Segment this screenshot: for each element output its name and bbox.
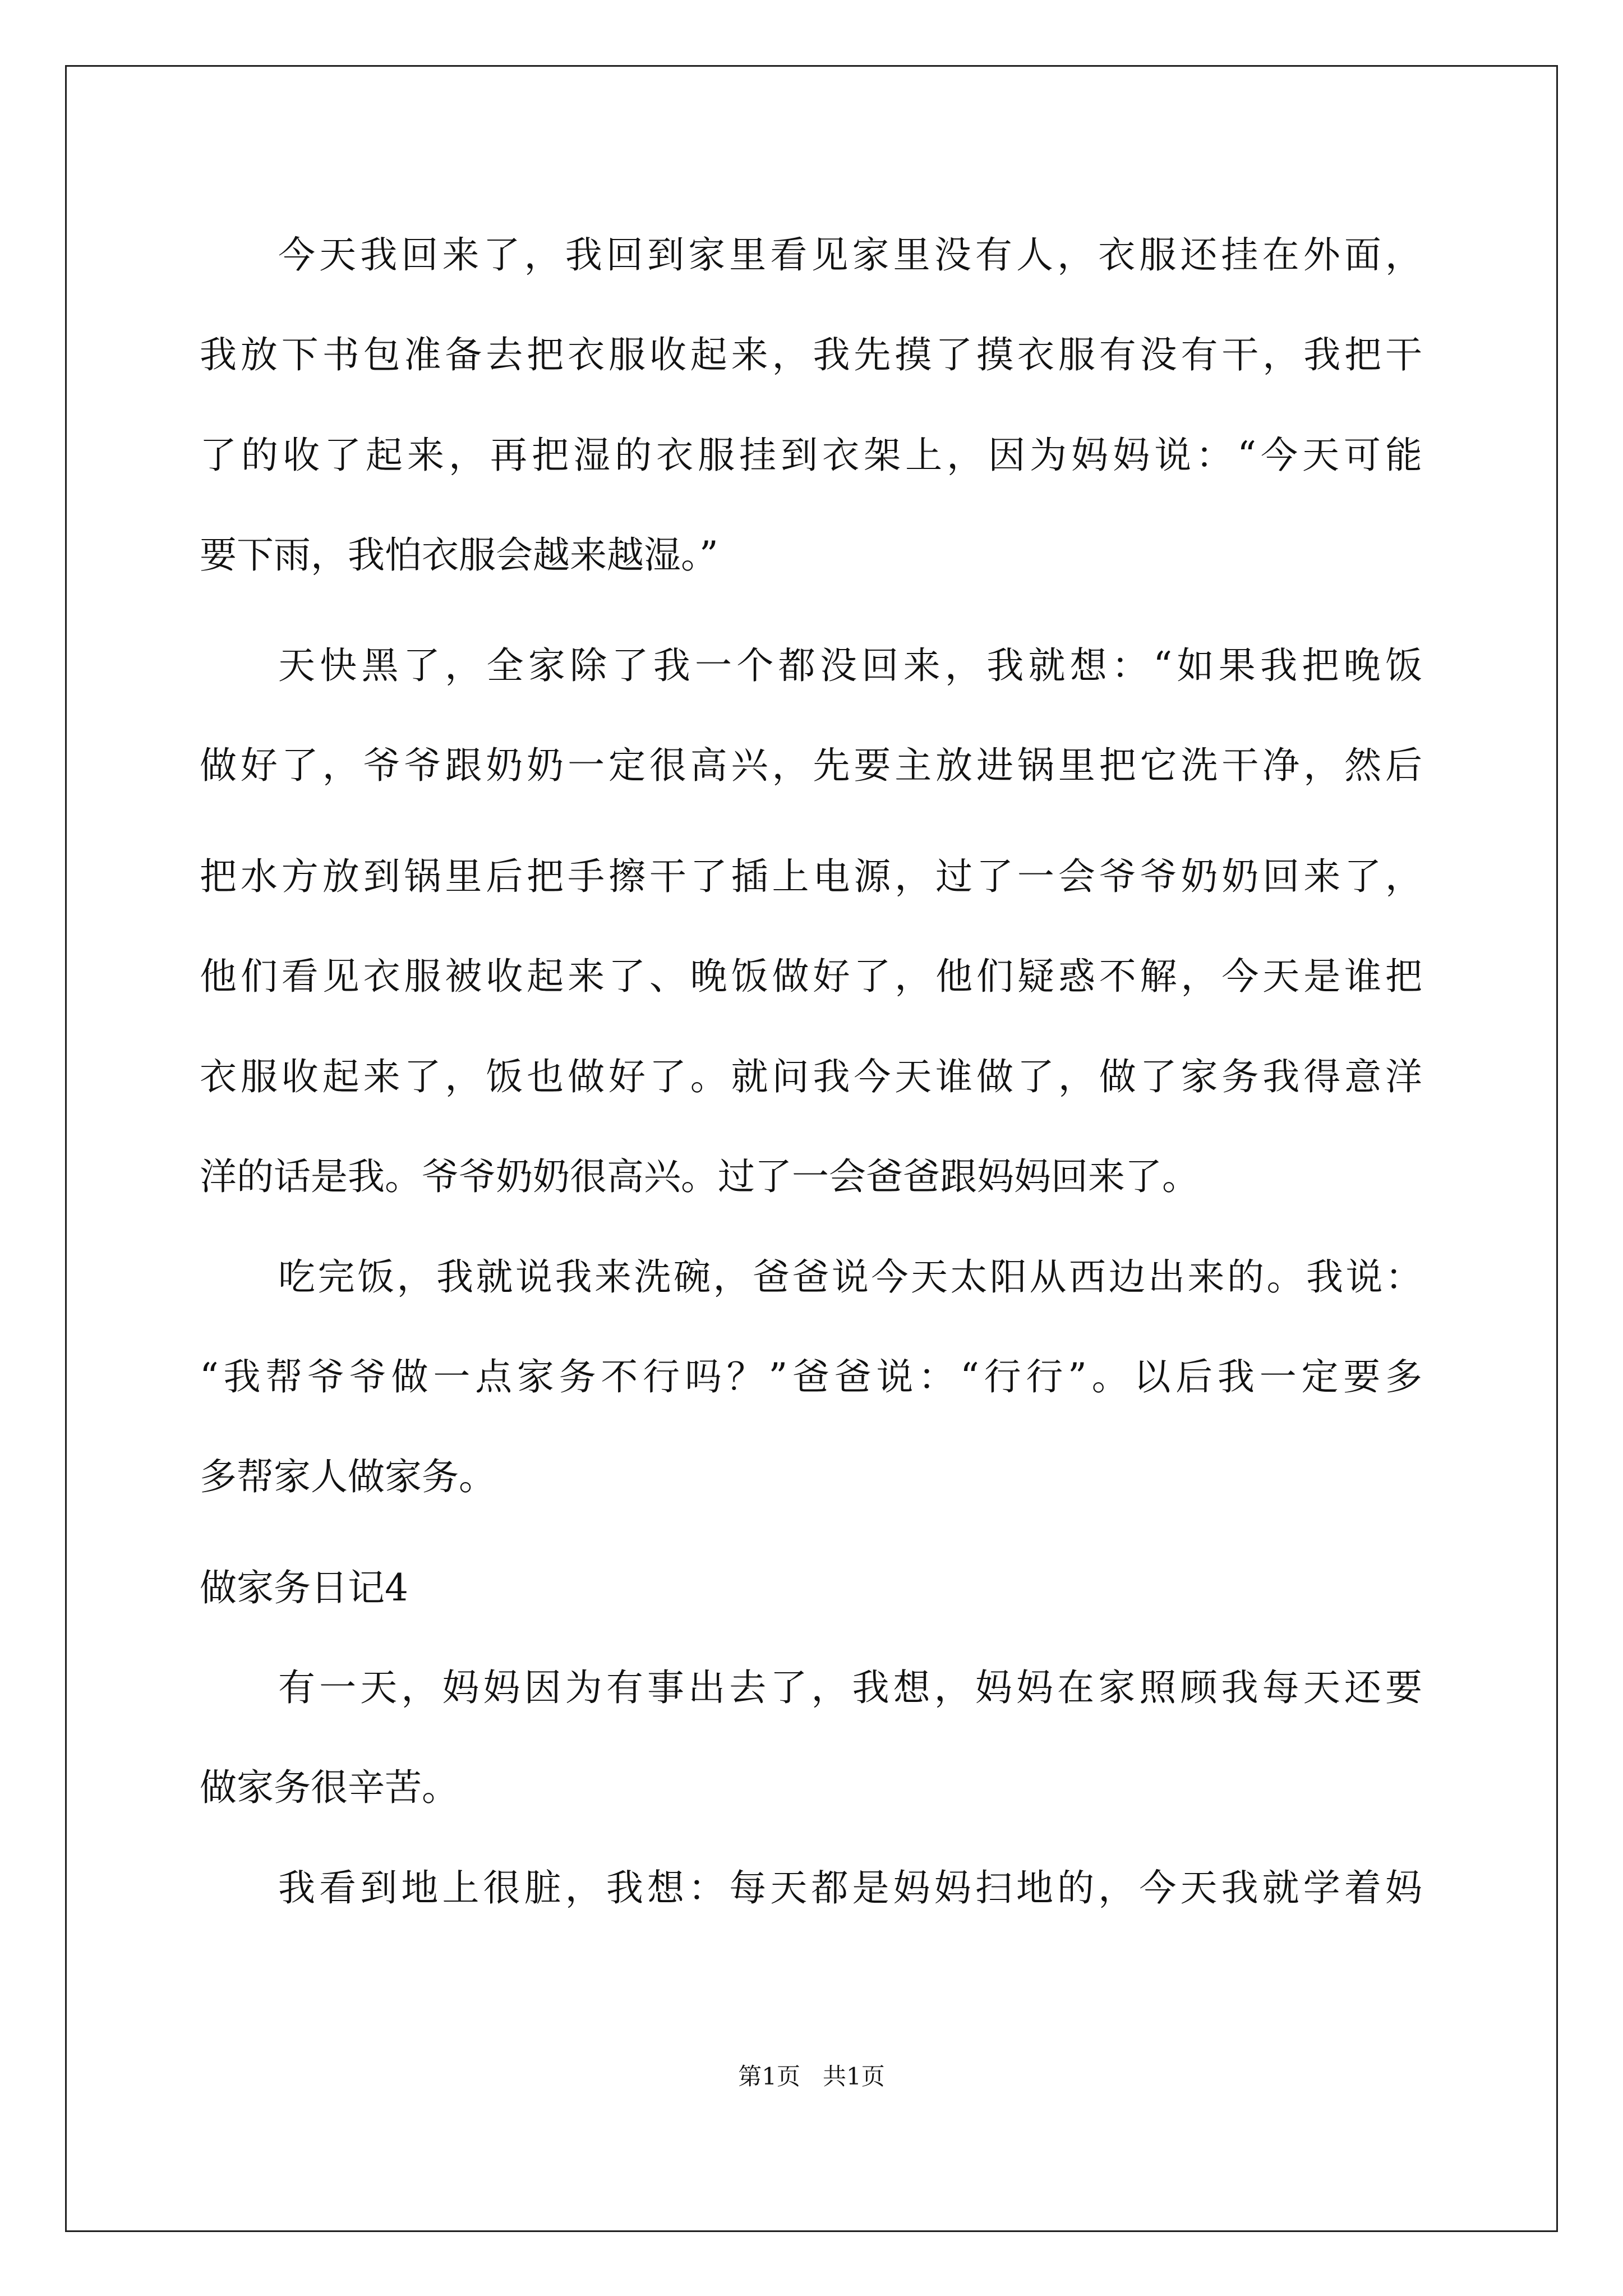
text-line-8: 他们看见衣服被收起来了、晚饭做好了，他们疑惑不解，今天是谁把 <box>200 955 1422 998</box>
text-line-9: 衣服收起来了，饭也做好了。就问我今天谁做了，做了家务我得意洋 <box>200 1055 1422 1098</box>
text-line-12: “我帮爷爷做一点家务不行吗？”爸爸说：“行行”。以后我一定要多 <box>200 1355 1422 1398</box>
text-line-5: 天快黑了，全家除了我一个都没回来，我就想：“如果我把晚饭 <box>278 644 1422 687</box>
text-line-13: 多帮家人做家务。 <box>200 1455 496 1498</box>
section-heading: 做家务日记4 <box>200 1566 408 1609</box>
text-line-7: 把水方放到锅里后把手擦干了插上电源，过了一会爷爷奶奶回来了， <box>200 855 1422 898</box>
page-footer: 第1页 共1页 <box>738 2063 885 2090</box>
text-line-10: 洋的话是我。爷爷奶奶很高兴。过了一会爸爸跟妈妈回来了。 <box>200 1155 1199 1198</box>
text-line-15: 有一天，妈妈因为有事出去了，我想，妈妈在家照顾我每天还要 <box>278 1666 1422 1709</box>
text-line-16: 做家务很辛苦。 <box>200 1766 459 1809</box>
text-line-11: 吃完饭，我就说我来洗碗，爸爸说今天太阳从西边出来的。我说： <box>278 1255 1422 1299</box>
text-line-4: 要下雨，我怕衣服会越来越湿。” <box>200 533 718 577</box>
text-line-2: 我放下书包准备去把衣服收起来，我先摸了摸衣服有没有干，我把干 <box>200 333 1422 376</box>
text-line-17: 我看到地上很脏，我想：每天都是妈妈扫地的，今天我就学着妈 <box>278 1866 1422 1910</box>
text-line-3: 了的收了起来，再把湿的衣服挂到衣架上，因为妈妈说：“今天可能 <box>200 434 1422 477</box>
text-line-1: 今天我回来了，我回到家里看见家里没有人，衣服还挂在外面， <box>278 233 1422 277</box>
text-line-6: 做好了，爷爷跟奶奶一定很高兴，先要主放进锅里把它洗干净，然后 <box>200 744 1422 787</box>
